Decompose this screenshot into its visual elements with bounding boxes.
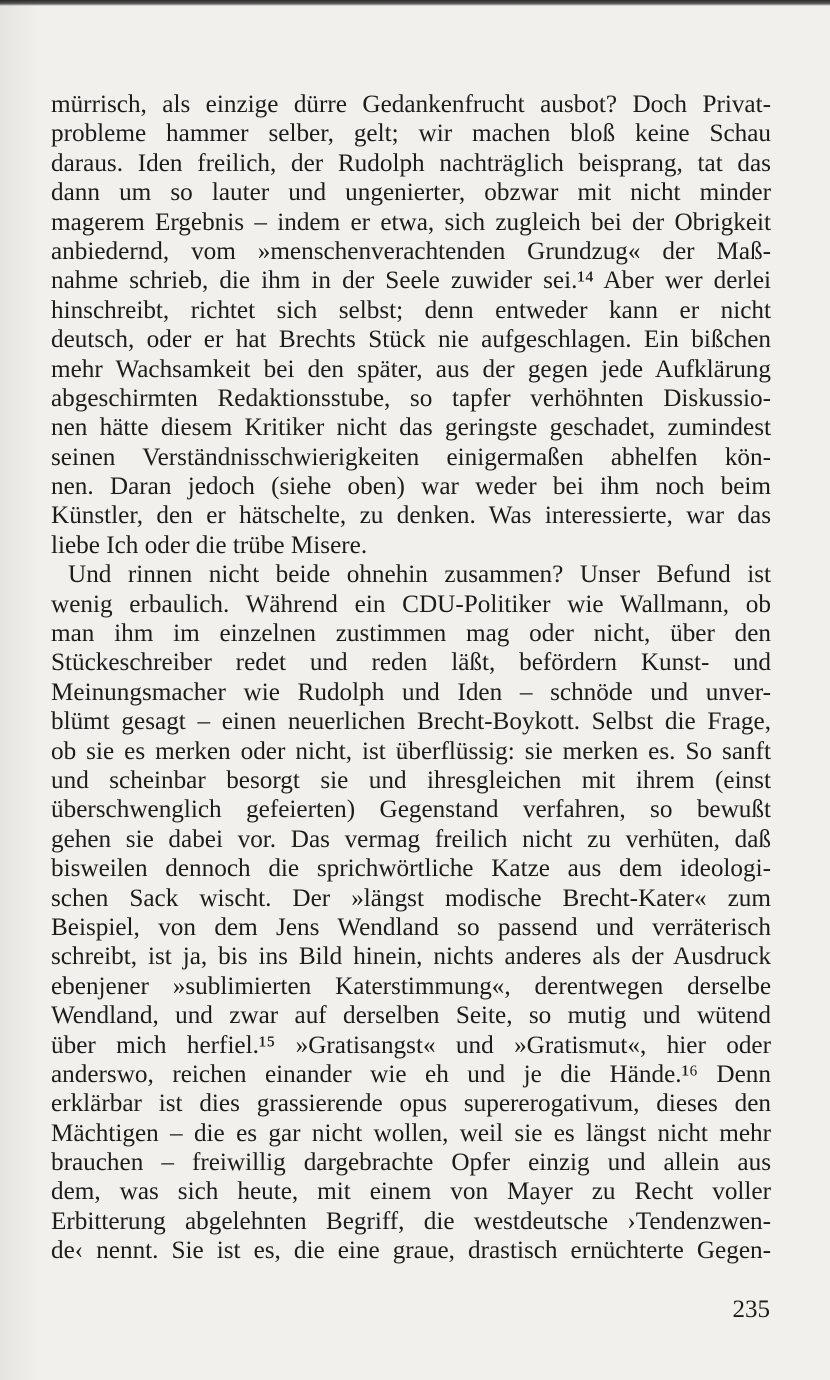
text-line-33: über mich herfiel.¹⁵ »Gratisangst« und »Gratismut«, hier oder xyxy=(51,1031,771,1059)
text-line-27: bisweilen dennoch die sprichwörtliche Katze aus dem ideologi- xyxy=(51,855,771,883)
text-line-10: mehr Wachsamkeit bei den später, aus der gegen jede Aufklärung xyxy=(51,355,771,383)
text-line-19: man ihm im einzelnen zustimmen mag oder nicht, über den xyxy=(51,620,771,648)
text-line-18: wenig erbaulich. Während ein CDU-Politiker wie Wallmann, ob xyxy=(51,590,771,618)
text-line-7: nahme schrieb, die ihm in der Seele zuwider sei.¹⁴ Aber wer derlei xyxy=(51,267,771,295)
text-line-25: überschwenglich gefeierten) Gegenstand verfahren, so bewußt xyxy=(51,796,771,824)
text-line-21: Meinungsmacher wie Rudolph und Iden – schnöde und unver- xyxy=(51,678,771,706)
text-line-6: anbiedernd, vom »menschenverachtenden Grundzug« der Maß- xyxy=(51,237,771,265)
text-line-39: Erbitterung abgelehnten Begriff, die westdeutsche ›Tendenzwen- xyxy=(51,1207,771,1235)
text-line-32: Wendland, und zwar auf derselben Seite, so mutig und wütend xyxy=(51,1002,771,1030)
text-line-38: dem, was sich heute, mit einem von Mayer zu Recht voller xyxy=(51,1178,771,1206)
text-line-30: schreibt, ist ja, bis ins Bild hinein, nichts anderes als der Ausdruck xyxy=(51,943,771,971)
text-line-13: seinen Verständnisschwierigkeiten einigermaßen abhelfen kön- xyxy=(51,443,771,471)
text-line-9: deutsch, oder er hat Brechts Stück nie aufgeschlagen. Ein bißchen xyxy=(51,326,771,354)
text-line-16: liebe Ich oder die trübe Misere. xyxy=(51,531,368,559)
text-line-31: ebenjener »sublimierten Katerstimmung«, derentwegen derselbe xyxy=(51,972,771,1000)
text-line-36: Mächtigen – die es gar nicht wollen, weil sie es längst nicht mehr xyxy=(51,1119,771,1147)
text-line-23: ob sie es merken oder nicht, ist überflüssig: sie merken es. So sanft xyxy=(51,737,771,765)
text-line-20: Stückeschreiber redet und reden läßt, befördern Kunst- und xyxy=(51,649,771,677)
text-line-22: blümt gesagt – einen neuerlichen Brecht-Boykott. Selbst die Frage, xyxy=(51,708,771,736)
text-line-24: und scheinbar besorgt sie und ihresgleichen mit ihrem (einst xyxy=(51,766,771,794)
page-gutter-shade xyxy=(0,0,40,1380)
text-line-12: nen hätte diesem Kritiker nicht das geringste geschadet, zumindest xyxy=(51,414,771,442)
text-line-15: Künstler, den er hätschelte, zu denken. Was interessierte, war das xyxy=(51,502,771,530)
text-line-40: de‹ nennt. Sie ist es, die eine graue, drastisch ernüchterte Gegen- xyxy=(51,1237,771,1265)
text-line-29: Beispiel, von dem Jens Wendland so passend und verräterisch xyxy=(51,913,771,941)
text-line-5: magerem Ergebnis – indem er etwa, sich zugleich bei der Obrigkeit xyxy=(51,208,771,236)
text-line-3: daraus. Iden freilich, der Rudolph nachträglich beisprang, tat das xyxy=(51,149,771,177)
page-top-edge xyxy=(0,0,830,6)
body-text xyxy=(51,90,771,1266)
text-line-26: gehen sie dabei vor. Das vermag freilich nicht zu verhüten, daß xyxy=(51,825,771,853)
text-line-4: dann um so lauter und ungenierter, obzwar mit nicht minder xyxy=(51,179,771,207)
text-line-34: anderswo, reichen einander wie eh und je die Hände.¹⁶ Denn xyxy=(51,1060,771,1088)
text-line-28: schen Sack wischt. Der »längst modische Brecht-Kater« zum xyxy=(51,884,771,912)
text-line-37: brauchen – freiwillig dargebrachte Opfer einzig und allein aus xyxy=(51,1149,771,1177)
text-line-35: erklärbar ist dies grassierende opus supererogativum, dieses den xyxy=(51,1090,771,1118)
text-line-14: nen. Daran jedoch (siehe oben) war weder bei ihm noch beim xyxy=(51,473,771,501)
text-line-17: Und rinnen nicht beide ohnehin zusammen? Unser Befund ist xyxy=(68,561,771,589)
text-line-2: probleme hammer selber, gelt; wir machen bloß keine Schau xyxy=(51,120,771,148)
text-line-1: mürrisch, als einzige dürre Gedankenfrucht ausbot? Doch Privat- xyxy=(51,91,771,118)
text-line-11: abgeschirmten Redaktionsstube, so tapfer verhöhnten Diskussio- xyxy=(51,384,771,412)
page-number: 235 xyxy=(732,1296,770,1323)
text-line-8: hinschreibt, richtet sich selbst; denn entweder kann er nicht xyxy=(51,296,771,324)
